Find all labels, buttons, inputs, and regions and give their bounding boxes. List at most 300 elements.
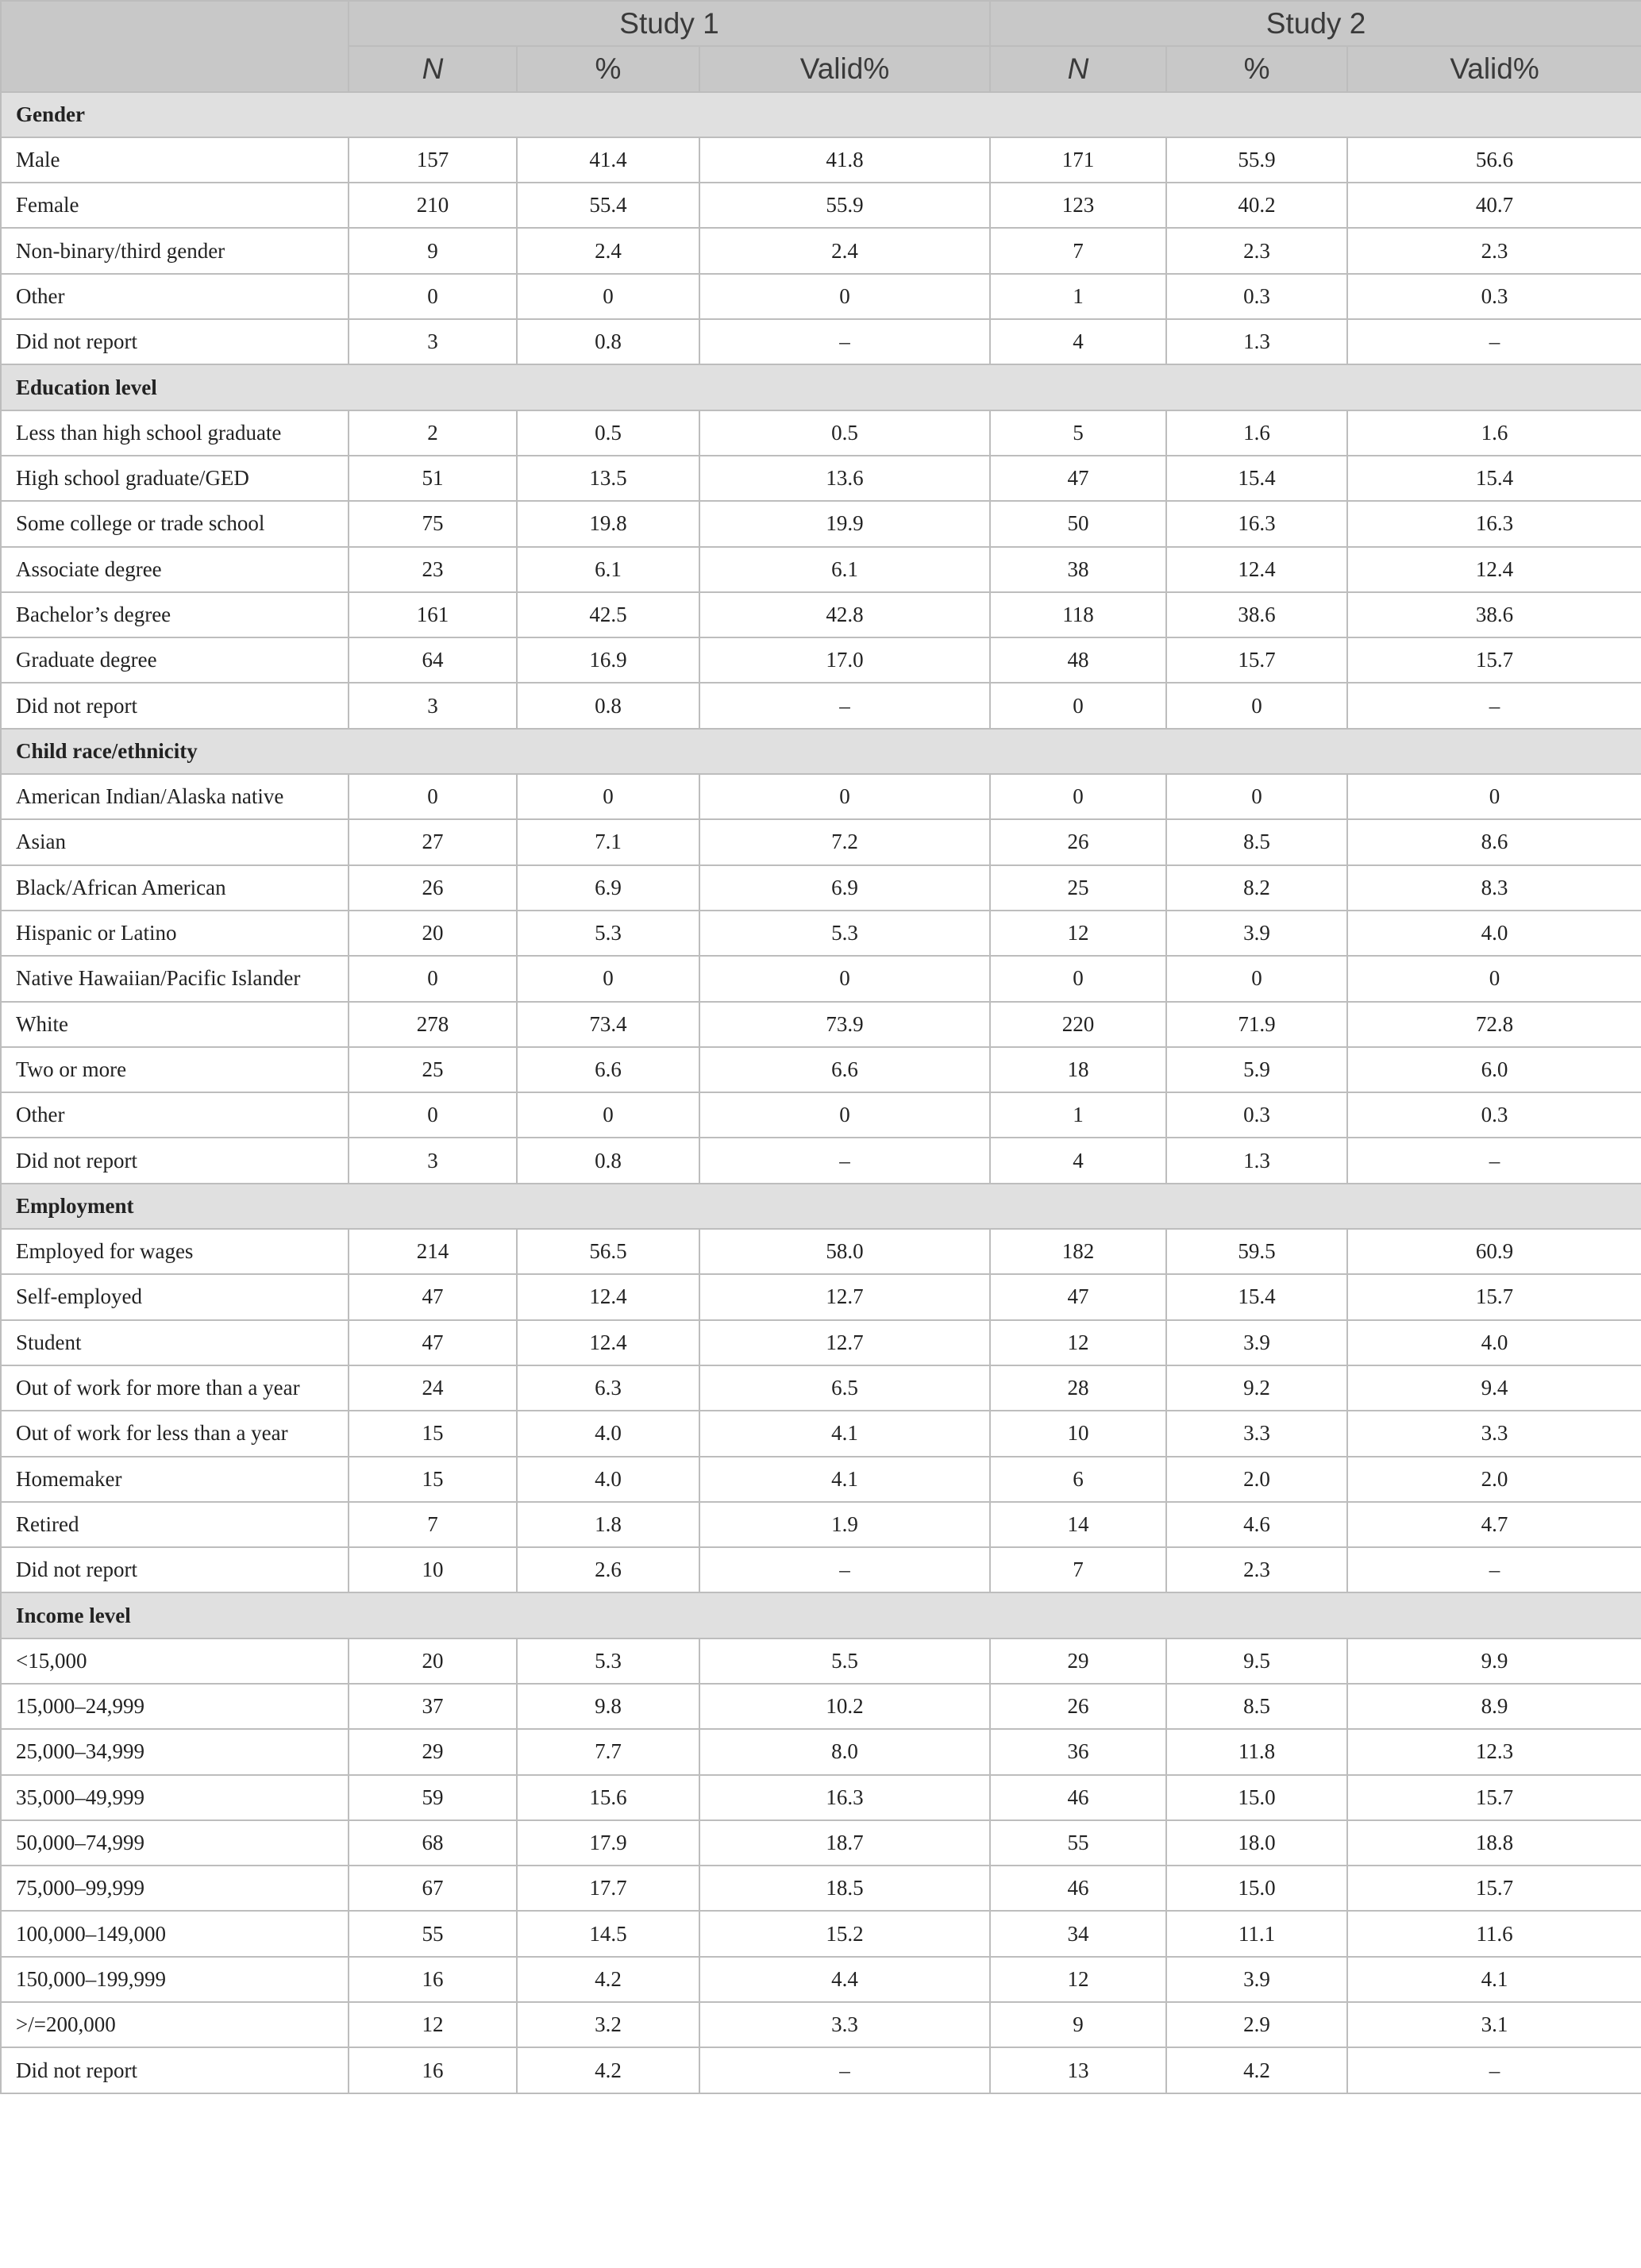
table-cell: 15.7	[1166, 637, 1347, 683]
row-label: Out of work for more than a year	[1, 1365, 349, 1411]
table-cell: 18.5	[699, 1866, 990, 1911]
row-label: Two or more	[1, 1047, 349, 1092]
table-cell: –	[699, 1138, 990, 1183]
header-study-1: Study 1	[349, 1, 990, 46]
table-row	[1, 1092, 1641, 1138]
table-cell: 51	[349, 456, 517, 501]
table-cell: 37	[349, 1684, 517, 1729]
table-cell: 47	[990, 1274, 1166, 1319]
table-cell: –	[1347, 1138, 1641, 1183]
row-label: Hispanic or Latino	[1, 911, 349, 956]
table-row	[1, 911, 1641, 956]
table-cell: 0	[517, 956, 699, 1001]
table-cell: 46	[990, 1775, 1166, 1820]
row-label: Associate degree	[1, 547, 349, 592]
section-title: Income level	[1, 1592, 1641, 1638]
row-label: White	[1, 1002, 349, 1047]
table-cell: 14.5	[517, 1911, 699, 1956]
table-row	[1, 1138, 1641, 1183]
table-cell: 2	[349, 410, 517, 456]
table-cell: 5	[990, 410, 1166, 456]
table-cell: 29	[349, 1729, 517, 1774]
table-cell: 73.9	[699, 1002, 990, 1047]
table-cell: 7	[990, 1547, 1166, 1592]
table-cell: 60.9	[1347, 1229, 1641, 1274]
section-header-row	[1, 92, 1641, 137]
table-cell: 9.5	[1166, 1638, 1347, 1684]
header-study-2: Study 2	[990, 1, 1641, 46]
table-cell: 12	[990, 1957, 1166, 2002]
row-label: Out of work for less than a year	[1, 1411, 349, 1456]
row-label: >/=200,000	[1, 2002, 349, 2047]
table-cell: 4.6	[1166, 1502, 1347, 1547]
table-cell: 220	[990, 1002, 1166, 1047]
row-label: Native Hawaiian/Pacific Islander	[1, 956, 349, 1001]
table-cell: 0	[1166, 774, 1347, 819]
table-cell: 15.0	[1166, 1866, 1347, 1911]
table-cell: 1.6	[1166, 410, 1347, 456]
table-body	[1, 92, 1641, 2093]
table-row	[1, 1002, 1641, 1047]
table-cell: 4	[990, 1138, 1166, 1183]
table-row	[1, 2002, 1641, 2047]
table-cell: 15.7	[1347, 1274, 1641, 1319]
table-cell: 0.5	[699, 410, 990, 456]
table-cell: 0	[699, 274, 990, 319]
table-cell: 17.9	[517, 1820, 699, 1866]
table-cell: 16.3	[1166, 501, 1347, 546]
table-cell: 19.8	[517, 501, 699, 546]
table-cell: 13.6	[699, 456, 990, 501]
table-row	[1, 592, 1641, 637]
table-cell: 0	[349, 956, 517, 1001]
row-label: Asian	[1, 819, 349, 864]
table-cell: 16.9	[517, 637, 699, 683]
table-cell: –	[1347, 319, 1641, 364]
table-cell: 0.3	[1347, 1092, 1641, 1138]
table-row	[1, 1411, 1641, 1456]
table-row	[1, 1457, 1641, 1502]
table-cell: 4.0	[1347, 911, 1641, 956]
table-cell: 4.2	[1166, 2047, 1347, 2093]
row-label: 15,000–24,999	[1, 1684, 349, 1729]
table-cell: 38.6	[1166, 592, 1347, 637]
table-cell: 15.4	[1166, 456, 1347, 501]
table-cell: 6.9	[699, 865, 990, 911]
table-row	[1, 1729, 1641, 1774]
section-title: Child race/ethnicity	[1, 729, 1641, 774]
table-cell: 182	[990, 1229, 1166, 1274]
table-cell: 6.3	[517, 1365, 699, 1411]
table-cell: –	[1347, 683, 1641, 728]
table-cell: 2.3	[1347, 228, 1641, 273]
row-label: Self-employed	[1, 1274, 349, 1319]
row-label: High school graduate/GED	[1, 456, 349, 501]
table-cell: 0	[349, 1092, 517, 1138]
table-cell: 13	[990, 2047, 1166, 2093]
table-cell: 41.8	[699, 137, 990, 183]
table-cell: 4.0	[517, 1457, 699, 1502]
table-cell: 12.4	[517, 1274, 699, 1319]
table-cell: 2.3	[1166, 228, 1347, 273]
header-study1-valid-percent: Valid%	[699, 46, 990, 91]
table-cell: 1	[990, 274, 1166, 319]
table-cell: 58.0	[699, 1229, 990, 1274]
table-cell: 15.4	[1166, 1274, 1347, 1319]
table-row	[1, 1911, 1641, 1956]
table-cell: 0	[990, 774, 1166, 819]
table-cell: 6.1	[517, 547, 699, 592]
table-cell: 48	[990, 637, 1166, 683]
table-cell: 2.0	[1166, 1457, 1347, 1502]
table-cell: 5.3	[699, 911, 990, 956]
table-cell: 15.2	[699, 1911, 990, 1956]
table-cell: 0	[1166, 956, 1347, 1001]
row-label: Less than high school graduate	[1, 410, 349, 456]
table-cell: 11.6	[1347, 1911, 1641, 1956]
table-cell: 118	[990, 592, 1166, 637]
table-cell: 210	[349, 183, 517, 228]
table-row	[1, 865, 1641, 911]
table-cell: 1	[990, 1092, 1166, 1138]
section-header-row	[1, 1184, 1641, 1229]
table-cell: 2.3	[1166, 1547, 1347, 1592]
table-cell: 25	[349, 1047, 517, 1092]
row-label: Other	[1, 274, 349, 319]
section-title: Education level	[1, 364, 1641, 410]
table-cell: 12	[990, 1320, 1166, 1365]
header-study2-percent: %	[1166, 46, 1347, 91]
table-cell: 8.0	[699, 1729, 990, 1774]
table-cell: 3.9	[1166, 1957, 1347, 2002]
table-cell: 40.2	[1166, 183, 1347, 228]
table-cell: 15.6	[517, 1775, 699, 1820]
table-cell: –	[1347, 2047, 1641, 2093]
table-cell: 0.8	[517, 1138, 699, 1183]
table-row	[1, 1547, 1641, 1592]
table-cell: 0.3	[1166, 274, 1347, 319]
table-cell: 18.0	[1166, 1820, 1347, 1866]
header-study1-percent: %	[517, 46, 699, 91]
table-cell: 12	[990, 911, 1166, 956]
table-cell: 72.8	[1347, 1002, 1641, 1047]
table-cell: 0.8	[517, 319, 699, 364]
table-cell: 6.5	[699, 1365, 990, 1411]
table-cell: 0.3	[1347, 274, 1641, 319]
table-cell: 4	[990, 319, 1166, 364]
table-cell: 10	[349, 1547, 517, 1592]
table-cell: 19.9	[699, 501, 990, 546]
section-header-row	[1, 1592, 1641, 1638]
table-cell: 7.7	[517, 1729, 699, 1774]
table-cell: 157	[349, 137, 517, 183]
table-cell: 64	[349, 637, 517, 683]
table-cell: –	[699, 2047, 990, 2093]
table-cell: 17.7	[517, 1866, 699, 1911]
table-cell: 26	[349, 865, 517, 911]
table-cell: 8.6	[1347, 819, 1641, 864]
table-cell: 20	[349, 1638, 517, 1684]
table-cell: 0.8	[517, 683, 699, 728]
table-cell: 12.4	[517, 1320, 699, 1365]
table-row	[1, 137, 1641, 183]
table-cell: 16	[349, 2047, 517, 2093]
section-title: Gender	[1, 92, 1641, 137]
table-cell: 8.5	[1166, 1684, 1347, 1729]
table-cell: 14	[990, 1502, 1166, 1547]
table-cell: 20	[349, 911, 517, 956]
table-cell: 17.0	[699, 637, 990, 683]
table-cell: 4.0	[517, 1411, 699, 1456]
table-cell: 3	[349, 1138, 517, 1183]
table-row	[1, 274, 1641, 319]
table-cell: 7	[349, 1502, 517, 1547]
table-cell: 15	[349, 1411, 517, 1456]
table-row	[1, 228, 1641, 273]
table-cell: 24	[349, 1365, 517, 1411]
row-label: Did not report	[1, 1547, 349, 1592]
table-cell: 7	[990, 228, 1166, 273]
table-cell: 15.7	[1347, 1866, 1641, 1911]
table-cell: 12.3	[1347, 1729, 1641, 1774]
table-cell: 28	[990, 1365, 1166, 1411]
table-cell: 2.4	[699, 228, 990, 273]
table-cell: 15.7	[1347, 1775, 1641, 1820]
table-cell: 15	[349, 1457, 517, 1502]
row-label: 100,000–149,000	[1, 1911, 349, 1956]
table-cell: 75	[349, 501, 517, 546]
table-cell: 56.6	[1347, 137, 1641, 183]
table-cell: 25	[990, 865, 1166, 911]
table-cell: 18.7	[699, 1820, 990, 1866]
row-label: Retired	[1, 1502, 349, 1547]
table-cell: 2.0	[1347, 1457, 1641, 1502]
table-cell: 3.9	[1166, 911, 1347, 956]
row-label: Black/African American	[1, 865, 349, 911]
table-cell: 9.8	[517, 1684, 699, 1729]
table-cell: 34	[990, 1911, 1166, 1956]
table-cell: 6.1	[699, 547, 990, 592]
table-cell: 6	[990, 1457, 1166, 1502]
table-cell: 7.2	[699, 819, 990, 864]
table-cell: 27	[349, 819, 517, 864]
table-cell: 2.9	[1166, 2002, 1347, 2047]
header-corner-cell	[1, 1, 349, 92]
table-row	[1, 1775, 1641, 1820]
table-cell: 13.5	[517, 456, 699, 501]
row-label: Bachelor’s degree	[1, 592, 349, 637]
table-cell: 4.7	[1347, 1502, 1641, 1547]
table-cell: 11.1	[1166, 1911, 1347, 1956]
table-cell: 2.6	[517, 1547, 699, 1592]
header-study2-valid-percent: Valid%	[1347, 46, 1641, 91]
header-study1-n: N	[349, 46, 517, 91]
table-cell: 0	[517, 274, 699, 319]
row-label: 35,000–49,999	[1, 1775, 349, 1820]
table-cell: 4.2	[517, 2047, 699, 2093]
table-cell: 18.8	[1347, 1820, 1641, 1866]
table-cell: 10	[990, 1411, 1166, 1456]
table-cell: 9.4	[1347, 1365, 1641, 1411]
table-row	[1, 1502, 1641, 1547]
table-cell: –	[699, 319, 990, 364]
table-cell: 4.0	[1347, 1320, 1641, 1365]
row-label: Female	[1, 183, 349, 228]
table-row	[1, 1957, 1641, 2002]
table-cell: 7.1	[517, 819, 699, 864]
table-cell: 0	[517, 774, 699, 819]
table-row	[1, 1684, 1641, 1729]
table-cell: 71.9	[1166, 1002, 1347, 1047]
table-cell: 9	[349, 228, 517, 273]
row-label: Some college or trade school	[1, 501, 349, 546]
table-cell: 4.1	[1347, 1957, 1641, 2002]
table-cell: 59.5	[1166, 1229, 1347, 1274]
table-row	[1, 319, 1641, 364]
row-label: <15,000	[1, 1638, 349, 1684]
table-cell: 4.2	[517, 1957, 699, 2002]
table-cell: 55.9	[1166, 137, 1347, 183]
table-row	[1, 774, 1641, 819]
table-cell: 26	[990, 1684, 1166, 1729]
table-cell: 55	[349, 1911, 517, 1956]
table-cell: 214	[349, 1229, 517, 1274]
row-label: Did not report	[1, 319, 349, 364]
table-cell: 0	[1347, 956, 1641, 1001]
header-study2-n: N	[990, 46, 1166, 91]
table-cell: 0	[699, 774, 990, 819]
table-cell: 41.4	[517, 137, 699, 183]
table-row	[1, 1229, 1641, 1274]
table-cell: 4.4	[699, 1957, 990, 2002]
table-cell: 3.9	[1166, 1320, 1347, 1365]
table-cell: 10.2	[699, 1684, 990, 1729]
table-cell: 12.7	[699, 1274, 990, 1319]
table-cell: 38	[990, 547, 1166, 592]
table-cell: 0	[699, 956, 990, 1001]
table-cell: 278	[349, 1002, 517, 1047]
table-row	[1, 1638, 1641, 1684]
table-cell: 3.2	[517, 2002, 699, 2047]
table-cell: 56.5	[517, 1229, 699, 1274]
table-cell: 68	[349, 1820, 517, 1866]
table-cell: 29	[990, 1638, 1166, 1684]
row-label: American Indian/Alaska native	[1, 774, 349, 819]
table-row	[1, 1047, 1641, 1092]
table-cell: 38.6	[1347, 592, 1641, 637]
table-cell: 0	[1166, 683, 1347, 728]
table-cell: –	[699, 683, 990, 728]
table-cell: 8.3	[1347, 865, 1641, 911]
table-cell: 4.1	[699, 1411, 990, 1456]
table-row	[1, 1820, 1641, 1866]
table-row	[1, 1274, 1641, 1319]
table-cell: 3.1	[1347, 2002, 1641, 2047]
table-cell: 5.3	[517, 911, 699, 956]
table-cell: 3.3	[1166, 1411, 1347, 1456]
table-cell: 0.3	[1166, 1092, 1347, 1138]
table-cell: 11.8	[1166, 1729, 1347, 1774]
table-cell: 0	[349, 274, 517, 319]
table-cell: 23	[349, 547, 517, 592]
table-row	[1, 501, 1641, 546]
table-cell: 3.3	[1347, 1411, 1641, 1456]
table-cell: 2.4	[517, 228, 699, 273]
table-cell: 12.4	[1347, 547, 1641, 592]
table-cell: 5.5	[699, 1638, 990, 1684]
row-label: Did not report	[1, 2047, 349, 2093]
table-cell: 42.8	[699, 592, 990, 637]
table-cell: 0	[990, 956, 1166, 1001]
table-row	[1, 819, 1641, 864]
table-cell: 6.9	[517, 865, 699, 911]
section-header-row	[1, 729, 1641, 774]
table-cell: 73.4	[517, 1002, 699, 1047]
table-cell: 36	[990, 1729, 1166, 1774]
table-row	[1, 2047, 1641, 2093]
table-cell: 16	[349, 1957, 517, 2002]
table-cell: 40.7	[1347, 183, 1641, 228]
table-cell: 8.2	[1166, 865, 1347, 911]
table-cell: 4.1	[699, 1457, 990, 1502]
table-header	[1, 1, 1641, 92]
table-cell: 6.0	[1347, 1047, 1641, 1092]
row-label: Homemaker	[1, 1457, 349, 1502]
table-cell: 47	[349, 1274, 517, 1319]
table-cell: 0	[1347, 774, 1641, 819]
table-cell: 3	[349, 319, 517, 364]
table-cell: 42.5	[517, 592, 699, 637]
row-label: 25,000–34,999	[1, 1729, 349, 1774]
table-cell: 50	[990, 501, 1166, 546]
table-cell: 12	[349, 2002, 517, 2047]
table-cell: 1.9	[699, 1502, 990, 1547]
table-cell: 9	[990, 2002, 1166, 2047]
table-cell: 47	[349, 1320, 517, 1365]
row-label: Non-binary/third gender	[1, 228, 349, 273]
table-row	[1, 1365, 1641, 1411]
table-cell: 12.7	[699, 1320, 990, 1365]
table-cell: 3	[349, 683, 517, 728]
table-cell: 1.3	[1166, 319, 1347, 364]
table-row	[1, 956, 1641, 1001]
table-cell: 55	[990, 1820, 1166, 1866]
row-label: Graduate degree	[1, 637, 349, 683]
table-cell: 0	[349, 774, 517, 819]
table-cell: 5.3	[517, 1638, 699, 1684]
table-cell: –	[1347, 1547, 1641, 1592]
table-cell: 16.3	[1347, 501, 1641, 546]
table-cell: 9.9	[1347, 1638, 1641, 1684]
row-label: Did not report	[1, 683, 349, 728]
table-cell: 5.9	[1166, 1047, 1347, 1092]
table-row	[1, 547, 1641, 592]
table-cell: 6.6	[699, 1047, 990, 1092]
row-label: 75,000–99,999	[1, 1866, 349, 1911]
table-cell: 8.9	[1347, 1684, 1641, 1729]
table-row	[1, 456, 1641, 501]
table-cell: 8.5	[1166, 819, 1347, 864]
table-cell: 0	[517, 1092, 699, 1138]
table-cell: 47	[990, 456, 1166, 501]
table-row	[1, 1866, 1641, 1911]
row-label: Other	[1, 1092, 349, 1138]
table-cell: 0.5	[517, 410, 699, 456]
row-label: 50,000–74,999	[1, 1820, 349, 1866]
table-cell: 55.9	[699, 183, 990, 228]
table-cell: –	[699, 1547, 990, 1592]
table-cell: 6.6	[517, 1047, 699, 1092]
